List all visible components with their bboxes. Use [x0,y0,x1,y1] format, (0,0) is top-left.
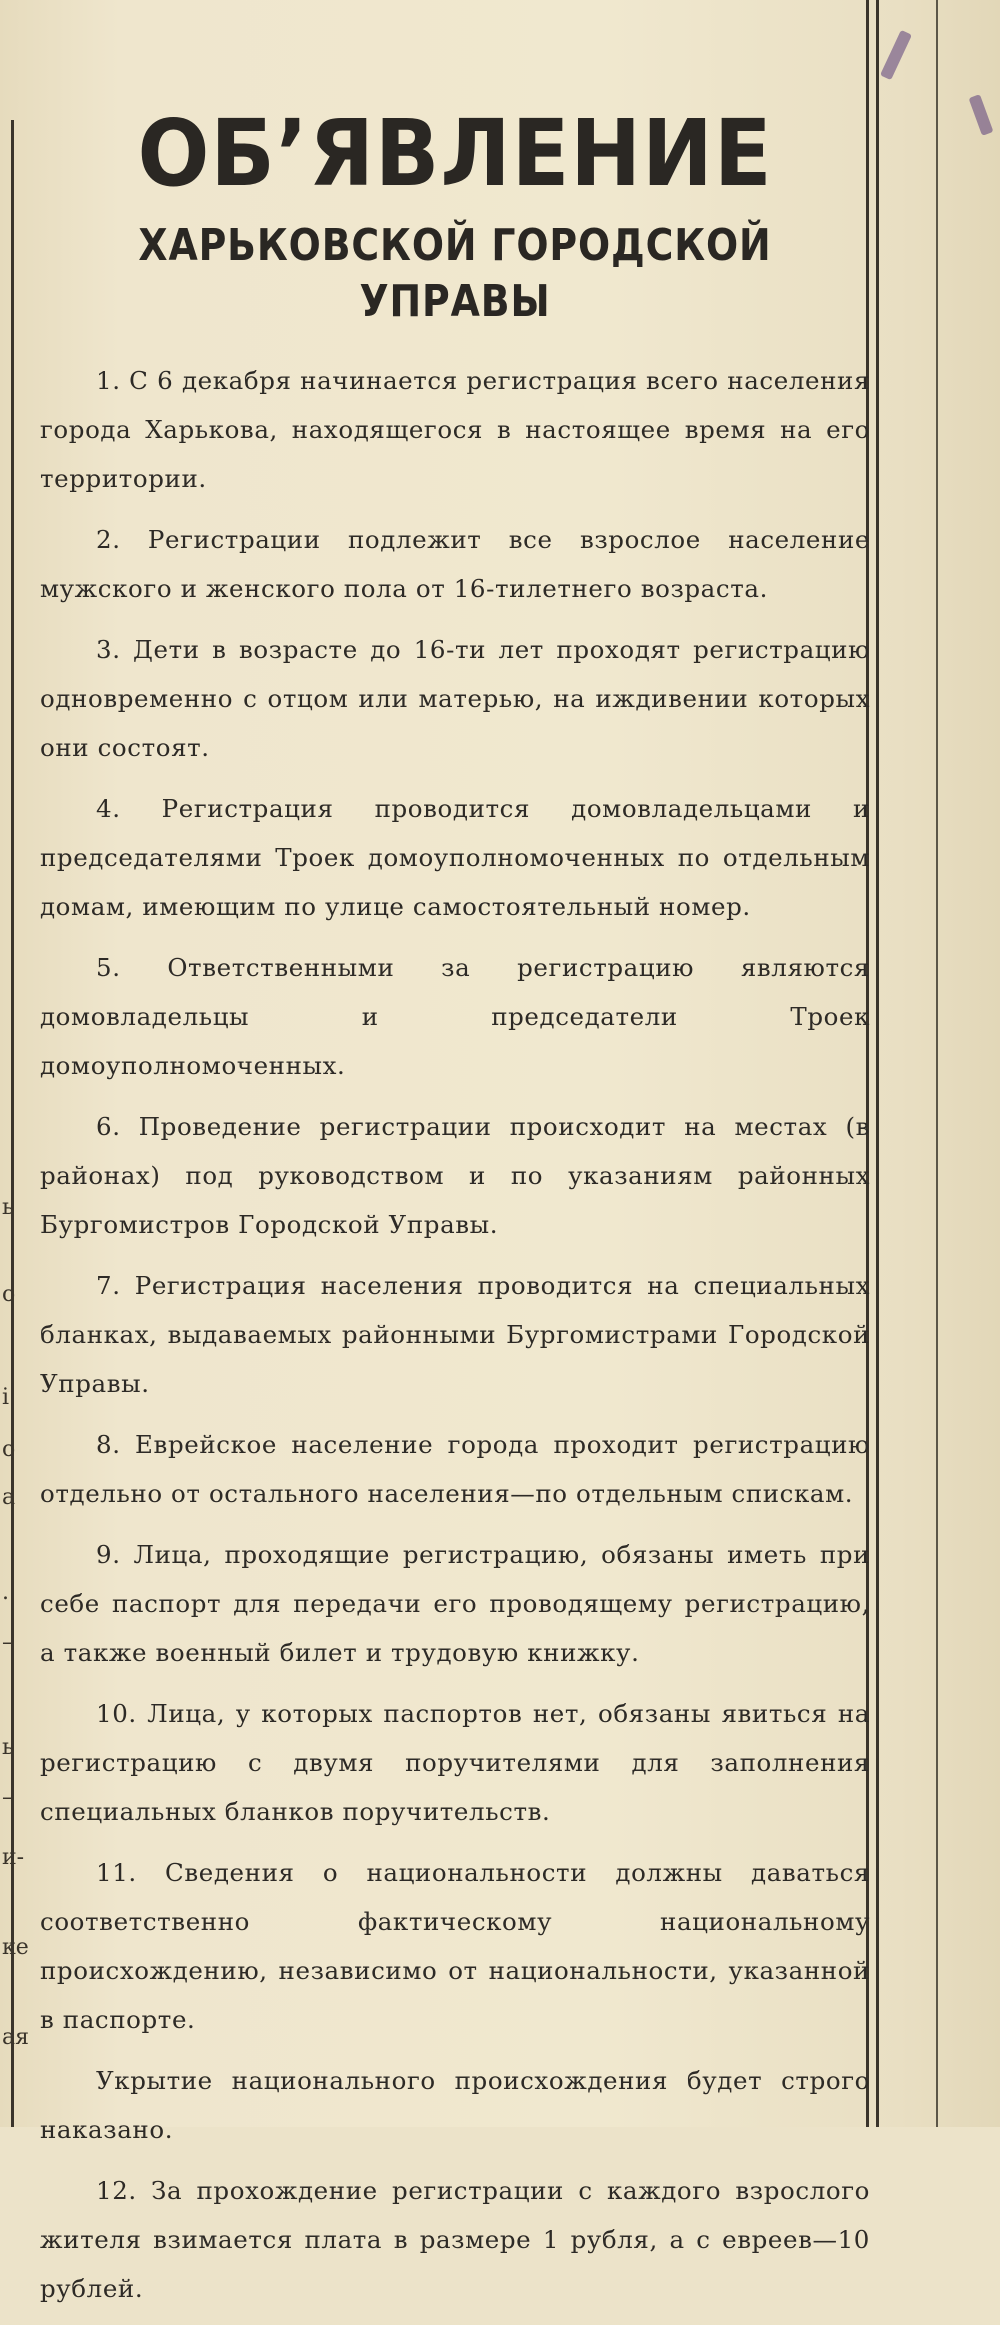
margin-fragment: ь [2,1735,14,1760]
margin-fragment: и- [2,1845,25,1870]
notice-paragraph: 7. Регистрация населения проводится на специальных бланках, выдаваемых районными Бургомистрами Городской Управы. [40,1271,870,1398]
margin-fragment: і [2,1385,10,1410]
notice-paragraph: 8. Еврейское население города проходит регистрацию отдельно от остального населения—по отдельным спискам. [40,1430,870,1508]
notice-paragraph: 11. Сведения о национальности должны даваться соответственно фактическому национальному происхождению, независимо от национальности, указанной в паспорте. [40,1858,870,2034]
margin-fragment: а [2,1485,16,1510]
notice-paragraph: 4. Регистрация проводится домовладельцами и председателями Троек домоуполномоченных по отдельным домам, имеющим по улице самостоятельный номер. [40,794,870,921]
margin-fragment: о [2,1437,16,1462]
right-column-rule-third [936,0,938,2127]
margin-fragment: . [2,1580,9,1605]
notice-title: ОБ’ЯВЛЕНИЕ [137,100,773,207]
notice-paragraph: 1. С 6 декабря начинается регистрация всего населения города Харькова, находящегося в настоящее время на его территории. [40,366,870,493]
margin-fragment: – [2,1785,13,1810]
notice-paragraph: 6. Проведение регистрации происходит на местах (в районах) под руководством и по указаниям районных Бургомистров Городской Управы. [40,1112,870,1239]
left-margin-fragments [0,0,29,2127]
margin-fragment: – [2,1630,13,1655]
right-column-rule-inner [876,0,879,2127]
margin-fragment: о [2,1282,16,1307]
notice-paragraph: 3. Дети в возрасте до 16-ти лет проходят регистрацию одновременно с отцом или матерью, на иждивении которых они состоят. [40,635,870,762]
notice-body [40,356,870,2313]
notice-paragraph: 9. Лица, проходящие регистрацию, обязаны иметь при себе паспорт для передачи его проводящему регистрацию, а также военный билет и трудовую книжку. [40,1540,870,1667]
notice-paragraph: 5. Ответственными за регистрацию являются домовладельцы и председатели Троек домоуполномоченных. [40,953,870,1080]
notice [40,100,870,2325]
notice-paragraph: 10. Лица, у которых паспортов нет, обязаны явиться на регистрацию с двумя поручителями для заполнения специальных бланков поручительств. [40,1699,870,1826]
notice-paragraph: 2. Регистрации подлежит все взрослое население мужского и женского пола от 16-тилетнего возраста. [40,525,870,603]
notice-subtitle: ХАРЬКОВСКОЙ ГОРОДСКОЙ УПРАВЫ [138,220,772,327]
margin-fragment: ь [2,1195,14,1220]
notice-paragraph: Укрытие национального происхождения будет строго наказано. [40,2066,870,2144]
margin-fragment: ке [2,1935,29,1960]
margin-fragment: ая [2,2025,29,2050]
notice-paragraph: 12. За прохождение регистрации с каждого взрослого жителя взимается плата в размере 1 рубля, а с евреев—10 рублей. [40,2176,870,2303]
